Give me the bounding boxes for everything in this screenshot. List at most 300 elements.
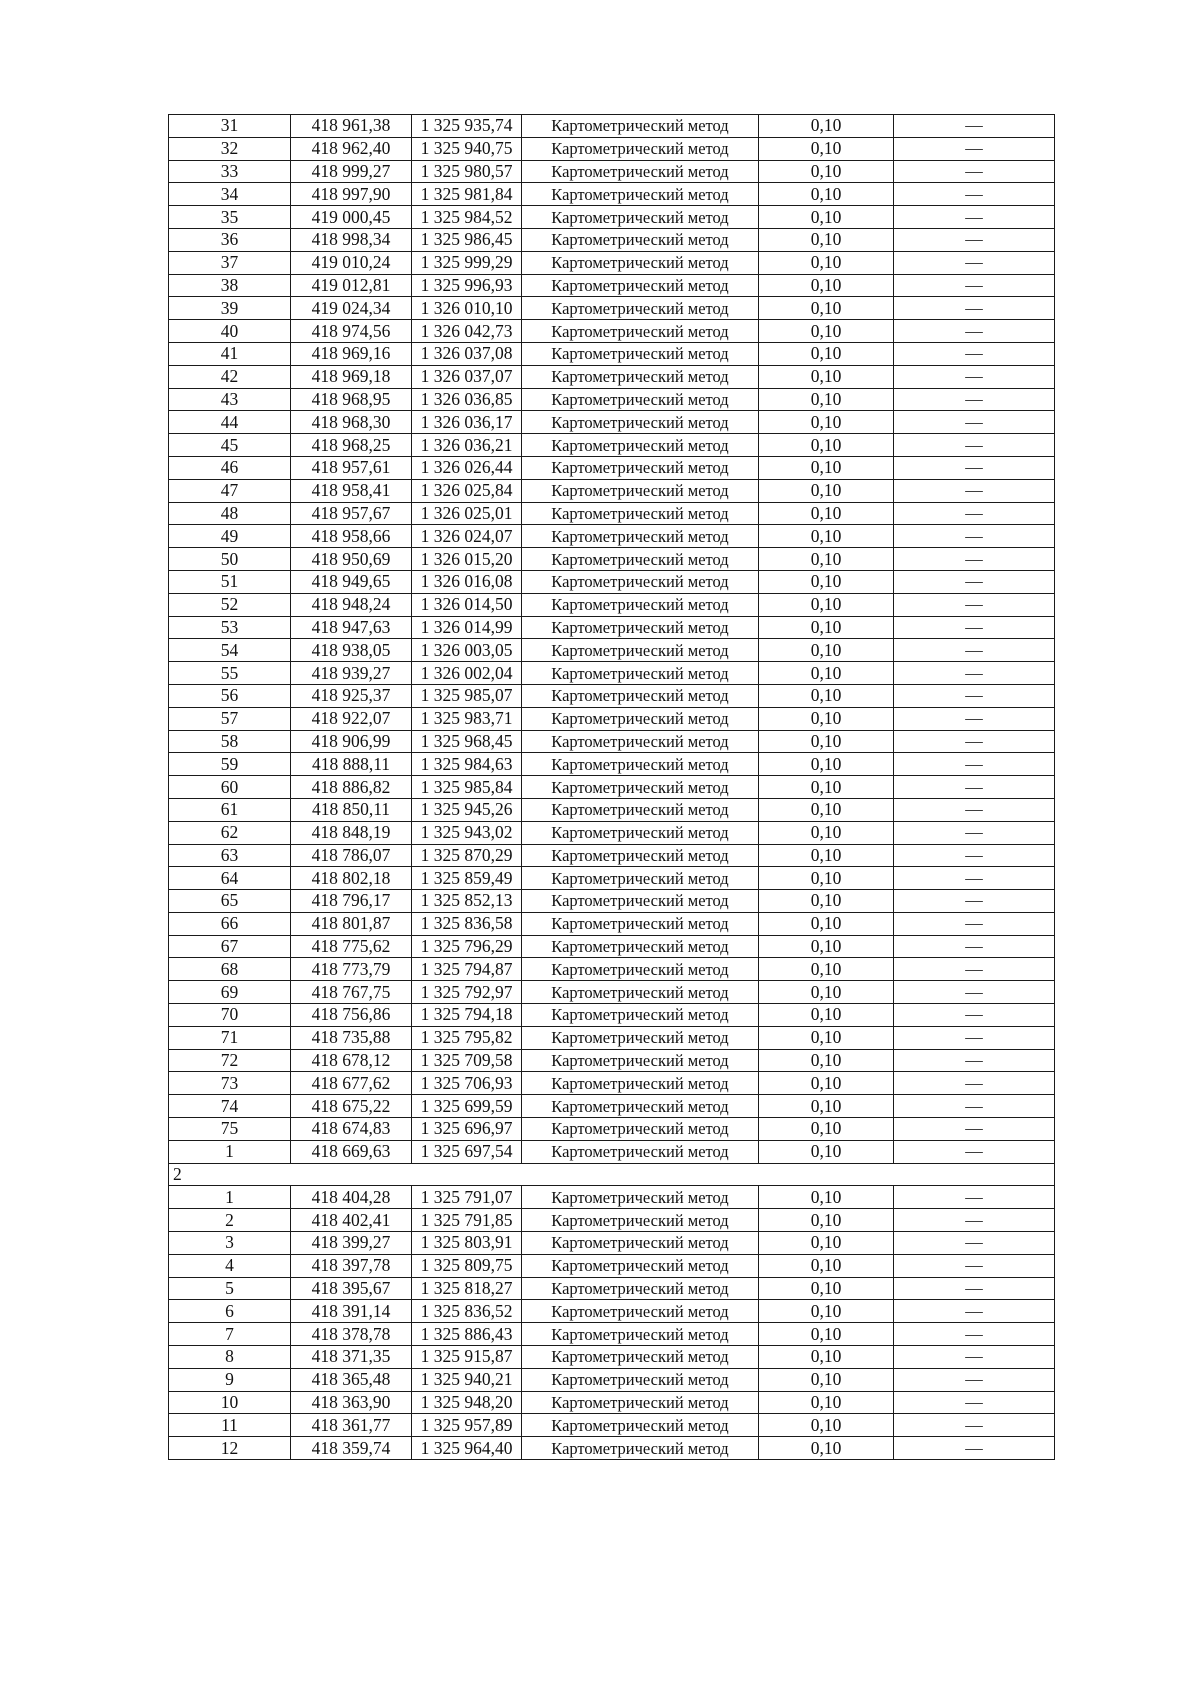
table-row (169, 707, 1055, 730)
method-cell: Картометрический метод (522, 1254, 759, 1277)
y-coordinate: 1 326 002,04 (412, 662, 522, 685)
table-row (169, 1004, 1055, 1027)
dash-cell: — (894, 1346, 1055, 1369)
point-number: 38 (169, 274, 291, 297)
x-coordinate: 418 939,27 (291, 662, 412, 685)
dash-cell: — (894, 1300, 1055, 1323)
y-coordinate: 1 326 014,50 (412, 593, 522, 616)
table-row (169, 456, 1055, 479)
table-row (169, 1368, 1055, 1391)
dash-cell: — (894, 342, 1055, 365)
y-coordinate: 1 325 706,93 (412, 1072, 522, 1095)
x-coordinate: 418 404,28 (291, 1186, 412, 1209)
method-cell: Картометрический метод (522, 616, 759, 639)
dash-cell: — (894, 958, 1055, 981)
point-number: 67 (169, 935, 291, 958)
point-number: 73 (169, 1072, 291, 1095)
accuracy-cell: 0,10 (759, 228, 894, 251)
dash-cell: — (894, 821, 1055, 844)
accuracy-cell: 0,10 (759, 1232, 894, 1255)
dash-cell: — (894, 365, 1055, 388)
x-coordinate: 418 999,27 (291, 160, 412, 183)
y-coordinate: 1 325 818,27 (412, 1277, 522, 1300)
x-coordinate: 418 669,63 (291, 1140, 412, 1163)
dash-cell: — (894, 206, 1055, 229)
y-coordinate: 1 325 940,21 (412, 1368, 522, 1391)
table-row (169, 570, 1055, 593)
point-number: 10 (169, 1391, 291, 1414)
method-cell: Картометрический метод (522, 821, 759, 844)
accuracy-cell: 0,10 (759, 958, 894, 981)
method-cell: Картометрический метод (522, 844, 759, 867)
x-coordinate: 418 848,19 (291, 821, 412, 844)
table-row (169, 821, 1055, 844)
y-coordinate: 1 325 985,07 (412, 684, 522, 707)
method-cell: Картометрический метод (522, 251, 759, 274)
point-number: 8 (169, 1346, 291, 1369)
x-coordinate: 418 958,66 (291, 525, 412, 548)
point-number: 75 (169, 1118, 291, 1141)
y-coordinate: 1 325 709,58 (412, 1049, 522, 1072)
accuracy-cell: 0,10 (759, 890, 894, 913)
x-coordinate: 418 361,77 (291, 1414, 412, 1437)
point-number: 50 (169, 548, 291, 571)
dash-cell: — (894, 434, 1055, 457)
x-coordinate: 418 925,37 (291, 684, 412, 707)
point-number: 39 (169, 297, 291, 320)
dash-cell: — (894, 274, 1055, 297)
table-row (169, 912, 1055, 935)
table-row (169, 1118, 1055, 1141)
table-row (169, 981, 1055, 1004)
y-coordinate: 1 325 985,84 (412, 776, 522, 799)
accuracy-cell: 0,10 (759, 1209, 894, 1232)
point-number: 63 (169, 844, 291, 867)
method-cell: Картометрический метод (522, 342, 759, 365)
method-cell: Картометрический метод (522, 1414, 759, 1437)
x-coordinate: 418 395,67 (291, 1277, 412, 1300)
table-row (169, 844, 1055, 867)
y-coordinate: 1 325 957,89 (412, 1414, 522, 1437)
method-cell: Картометрический метод (522, 1118, 759, 1141)
table-row (169, 935, 1055, 958)
table-row (169, 274, 1055, 297)
accuracy-cell: 0,10 (759, 1346, 894, 1369)
x-coordinate: 418 675,22 (291, 1095, 412, 1118)
method-cell: Картометрический метод (522, 684, 759, 707)
accuracy-cell: 0,10 (759, 320, 894, 343)
accuracy-cell: 0,10 (759, 1254, 894, 1277)
accuracy-cell: 0,10 (759, 206, 894, 229)
table-row (169, 662, 1055, 685)
accuracy-cell: 0,10 (759, 1391, 894, 1414)
point-number: 59 (169, 753, 291, 776)
point-number: 9 (169, 1368, 291, 1391)
table-row (169, 1049, 1055, 1072)
y-coordinate: 1 325 981,84 (412, 183, 522, 206)
x-coordinate: 418 962,40 (291, 137, 412, 160)
point-number: 4 (169, 1254, 291, 1277)
x-coordinate: 418 359,74 (291, 1437, 412, 1460)
method-cell: Картометрический метод (522, 890, 759, 913)
method-cell: Картометрический метод (522, 1026, 759, 1049)
coordinates-table (168, 114, 1055, 1460)
method-cell: Картометрический метод (522, 1140, 759, 1163)
table-row (169, 183, 1055, 206)
table-row (169, 1095, 1055, 1118)
y-coordinate: 1 326 037,08 (412, 342, 522, 365)
point-number: 35 (169, 206, 291, 229)
table-row (169, 1391, 1055, 1414)
y-coordinate: 1 325 794,18 (412, 1004, 522, 1027)
x-coordinate: 418 906,99 (291, 730, 412, 753)
accuracy-cell: 0,10 (759, 160, 894, 183)
y-coordinate: 1 325 859,49 (412, 867, 522, 890)
x-coordinate: 418 947,63 (291, 616, 412, 639)
x-coordinate: 418 948,24 (291, 593, 412, 616)
table-row (169, 1186, 1055, 1209)
dash-cell: — (894, 935, 1055, 958)
accuracy-cell: 0,10 (759, 297, 894, 320)
x-coordinate: 418 968,95 (291, 388, 412, 411)
y-coordinate: 1 325 980,57 (412, 160, 522, 183)
table-row (169, 730, 1055, 753)
x-coordinate: 418 974,56 (291, 320, 412, 343)
accuracy-cell: 0,10 (759, 935, 894, 958)
table-row (169, 1209, 1055, 1232)
x-coordinate: 418 938,05 (291, 639, 412, 662)
y-coordinate: 1 326 015,20 (412, 548, 522, 571)
method-cell: Картометрический метод (522, 958, 759, 981)
y-coordinate: 1 325 699,59 (412, 1095, 522, 1118)
method-cell: Картометрический метод (522, 160, 759, 183)
point-number: 12 (169, 1437, 291, 1460)
point-number: 11 (169, 1414, 291, 1437)
accuracy-cell: 0,10 (759, 183, 894, 206)
point-number: 31 (169, 115, 291, 138)
method-cell: Картометрический метод (522, 456, 759, 479)
point-number: 52 (169, 593, 291, 616)
table-row (169, 160, 1055, 183)
point-number: 56 (169, 684, 291, 707)
section-row (169, 1163, 1055, 1186)
table-row (169, 137, 1055, 160)
point-number: 2 (169, 1209, 291, 1232)
table-row (169, 228, 1055, 251)
dash-cell: — (894, 707, 1055, 730)
x-coordinate: 418 997,90 (291, 183, 412, 206)
x-coordinate: 418 677,62 (291, 1072, 412, 1095)
accuracy-cell: 0,10 (759, 1095, 894, 1118)
section-label: 2 (169, 1163, 1055, 1186)
method-cell: Картометрический метод (522, 525, 759, 548)
y-coordinate: 1 326 025,84 (412, 479, 522, 502)
method-cell: Картометрический метод (522, 1049, 759, 1072)
x-coordinate: 419 010,24 (291, 251, 412, 274)
method-cell: Картометрический метод (522, 1232, 759, 1255)
coordinates-table-sheet (168, 114, 1054, 1460)
point-number: 61 (169, 798, 291, 821)
point-number: 33 (169, 160, 291, 183)
x-coordinate: 418 958,41 (291, 479, 412, 502)
accuracy-cell: 0,10 (759, 593, 894, 616)
y-coordinate: 1 326 036,85 (412, 388, 522, 411)
y-coordinate: 1 326 036,17 (412, 411, 522, 434)
dash-cell: — (894, 1209, 1055, 1232)
accuracy-cell: 0,10 (759, 981, 894, 1004)
table-row (169, 616, 1055, 639)
table-row (169, 890, 1055, 913)
dash-cell: — (894, 1437, 1055, 1460)
accuracy-cell: 0,10 (759, 1026, 894, 1049)
x-coordinate: 418 969,16 (291, 342, 412, 365)
dash-cell: — (894, 776, 1055, 799)
y-coordinate: 1 325 999,29 (412, 251, 522, 274)
table-row (169, 434, 1055, 457)
dash-cell: — (894, 1049, 1055, 1072)
x-coordinate: 418 961,38 (291, 115, 412, 138)
x-coordinate: 418 391,14 (291, 1300, 412, 1323)
dash-cell: — (894, 502, 1055, 525)
accuracy-cell: 0,10 (759, 844, 894, 867)
accuracy-cell: 0,10 (759, 1140, 894, 1163)
accuracy-cell: 0,10 (759, 115, 894, 138)
x-coordinate: 418 886,82 (291, 776, 412, 799)
dash-cell: — (894, 1254, 1055, 1277)
accuracy-cell: 0,10 (759, 1368, 894, 1391)
x-coordinate: 418 767,75 (291, 981, 412, 1004)
x-coordinate: 418 796,17 (291, 890, 412, 913)
table-row (169, 753, 1055, 776)
method-cell: Картометрический метод (522, 981, 759, 1004)
method-cell: Картометрический метод (522, 593, 759, 616)
method-cell: Картометрический метод (522, 411, 759, 434)
method-cell: Картометрический метод (522, 115, 759, 138)
y-coordinate: 1 326 042,73 (412, 320, 522, 343)
table-row (169, 320, 1055, 343)
point-number: 1 (169, 1140, 291, 1163)
method-cell: Картометрический метод (522, 297, 759, 320)
table-row (169, 479, 1055, 502)
accuracy-cell: 0,10 (759, 753, 894, 776)
x-coordinate: 419 000,45 (291, 206, 412, 229)
x-coordinate: 418 756,86 (291, 1004, 412, 1027)
dash-cell: — (894, 981, 1055, 1004)
point-number: 32 (169, 137, 291, 160)
dash-cell: — (894, 1072, 1055, 1095)
point-number: 5 (169, 1277, 291, 1300)
dash-cell: — (894, 798, 1055, 821)
y-coordinate: 1 325 792,97 (412, 981, 522, 1004)
y-coordinate: 1 326 024,07 (412, 525, 522, 548)
dash-cell: — (894, 228, 1055, 251)
table-row (169, 867, 1055, 890)
point-number: 72 (169, 1049, 291, 1072)
point-number: 46 (169, 456, 291, 479)
y-coordinate: 1 325 791,85 (412, 1209, 522, 1232)
accuracy-cell: 0,10 (759, 684, 894, 707)
accuracy-cell: 0,10 (759, 662, 894, 685)
x-coordinate: 419 024,34 (291, 297, 412, 320)
dash-cell: — (894, 662, 1055, 685)
dash-cell: — (894, 115, 1055, 138)
dash-cell: — (894, 160, 1055, 183)
method-cell: Картометрический метод (522, 1391, 759, 1414)
method-cell: Картометрический метод (522, 730, 759, 753)
point-number: 41 (169, 342, 291, 365)
y-coordinate: 1 325 915,87 (412, 1346, 522, 1369)
method-cell: Картометрический метод (522, 798, 759, 821)
x-coordinate: 418 378,78 (291, 1323, 412, 1346)
table-row (169, 206, 1055, 229)
point-number: 62 (169, 821, 291, 844)
x-coordinate: 419 012,81 (291, 274, 412, 297)
x-coordinate: 418 888,11 (291, 753, 412, 776)
table-row (169, 958, 1055, 981)
x-coordinate: 418 950,69 (291, 548, 412, 571)
x-coordinate: 418 968,25 (291, 434, 412, 457)
point-number: 53 (169, 616, 291, 639)
y-coordinate: 1 325 794,87 (412, 958, 522, 981)
accuracy-cell: 0,10 (759, 502, 894, 525)
dash-cell: — (894, 1277, 1055, 1300)
x-coordinate: 418 922,07 (291, 707, 412, 730)
y-coordinate: 1 325 796,29 (412, 935, 522, 958)
table-row (169, 1072, 1055, 1095)
table-row (169, 1232, 1055, 1255)
method-cell: Картометрический метод (522, 228, 759, 251)
method-cell: Картометрический метод (522, 1095, 759, 1118)
accuracy-cell: 0,10 (759, 342, 894, 365)
table-row (169, 684, 1055, 707)
y-coordinate: 1 325 795,82 (412, 1026, 522, 1049)
dash-cell: — (894, 1026, 1055, 1049)
table-row (169, 525, 1055, 548)
method-cell: Картометрический метод (522, 502, 759, 525)
accuracy-cell: 0,10 (759, 411, 894, 434)
accuracy-cell: 0,10 (759, 570, 894, 593)
dash-cell: — (894, 388, 1055, 411)
method-cell: Картометрический метод (522, 639, 759, 662)
accuracy-cell: 0,10 (759, 1414, 894, 1437)
y-coordinate: 1 326 026,44 (412, 456, 522, 479)
point-number: 40 (169, 320, 291, 343)
point-number: 58 (169, 730, 291, 753)
table-row (169, 1437, 1055, 1460)
x-coordinate: 418 399,27 (291, 1232, 412, 1255)
x-coordinate: 418 674,83 (291, 1118, 412, 1141)
dash-cell: — (894, 844, 1055, 867)
point-number: 6 (169, 1300, 291, 1323)
x-coordinate: 418 402,41 (291, 1209, 412, 1232)
accuracy-cell: 0,10 (759, 912, 894, 935)
table-row (169, 502, 1055, 525)
point-number: 45 (169, 434, 291, 457)
point-number: 64 (169, 867, 291, 890)
method-cell: Картометрический метод (522, 707, 759, 730)
y-coordinate: 1 325 870,29 (412, 844, 522, 867)
point-number: 44 (169, 411, 291, 434)
y-coordinate: 1 326 003,05 (412, 639, 522, 662)
dash-cell: — (894, 1414, 1055, 1437)
accuracy-cell: 0,10 (759, 867, 894, 890)
point-number: 57 (169, 707, 291, 730)
x-coordinate: 418 365,48 (291, 1368, 412, 1391)
point-number: 7 (169, 1323, 291, 1346)
point-number: 70 (169, 1004, 291, 1027)
dash-cell: — (894, 1140, 1055, 1163)
dash-cell: — (894, 1391, 1055, 1414)
dash-cell: — (894, 639, 1055, 662)
point-number: 42 (169, 365, 291, 388)
method-cell: Картометрический метод (522, 320, 759, 343)
x-coordinate: 418 998,34 (291, 228, 412, 251)
accuracy-cell: 0,10 (759, 1323, 894, 1346)
table-row (169, 548, 1055, 571)
y-coordinate: 1 325 803,91 (412, 1232, 522, 1255)
x-coordinate: 418 775,62 (291, 935, 412, 958)
dash-cell: — (894, 684, 1055, 707)
x-coordinate: 418 969,18 (291, 365, 412, 388)
method-cell: Картометрический метод (522, 1186, 759, 1209)
y-coordinate: 1 325 852,13 (412, 890, 522, 913)
x-coordinate: 418 949,65 (291, 570, 412, 593)
y-coordinate: 1 325 986,45 (412, 228, 522, 251)
accuracy-cell: 0,10 (759, 1437, 894, 1460)
y-coordinate: 1 326 025,01 (412, 502, 522, 525)
accuracy-cell: 0,10 (759, 479, 894, 502)
accuracy-cell: 0,10 (759, 1118, 894, 1141)
dash-cell: — (894, 1323, 1055, 1346)
y-coordinate: 1 325 697,54 (412, 1140, 522, 1163)
table-row (169, 798, 1055, 821)
x-coordinate: 418 968,30 (291, 411, 412, 434)
dash-cell: — (894, 890, 1055, 913)
point-number: 43 (169, 388, 291, 411)
method-cell: Картометрический метод (522, 548, 759, 571)
y-coordinate: 1 325 945,26 (412, 798, 522, 821)
table-row (169, 1323, 1055, 1346)
table-row (169, 411, 1055, 434)
method-cell: Картометрический метод (522, 365, 759, 388)
method-cell: Картометрический метод (522, 776, 759, 799)
point-number: 51 (169, 570, 291, 593)
method-cell: Картометрический метод (522, 479, 759, 502)
point-number: 74 (169, 1095, 291, 1118)
accuracy-cell: 0,10 (759, 776, 894, 799)
y-coordinate: 1 325 943,02 (412, 821, 522, 844)
point-number: 47 (169, 479, 291, 502)
method-cell: Картометрический метод (522, 434, 759, 457)
accuracy-cell: 0,10 (759, 821, 894, 844)
dash-cell: — (894, 183, 1055, 206)
dash-cell: — (894, 297, 1055, 320)
accuracy-cell: 0,10 (759, 798, 894, 821)
x-coordinate: 418 735,88 (291, 1026, 412, 1049)
accuracy-cell: 0,10 (759, 365, 894, 388)
table-row (169, 1346, 1055, 1369)
method-cell: Картометрический метод (522, 137, 759, 160)
y-coordinate: 1 325 935,74 (412, 115, 522, 138)
y-coordinate: 1 325 809,75 (412, 1254, 522, 1277)
y-coordinate: 1 325 940,75 (412, 137, 522, 160)
y-coordinate: 1 325 983,71 (412, 707, 522, 730)
x-coordinate: 418 363,90 (291, 1391, 412, 1414)
dash-cell: — (894, 456, 1055, 479)
x-coordinate: 418 802,18 (291, 867, 412, 890)
y-coordinate: 1 325 984,52 (412, 206, 522, 229)
table-row (169, 639, 1055, 662)
